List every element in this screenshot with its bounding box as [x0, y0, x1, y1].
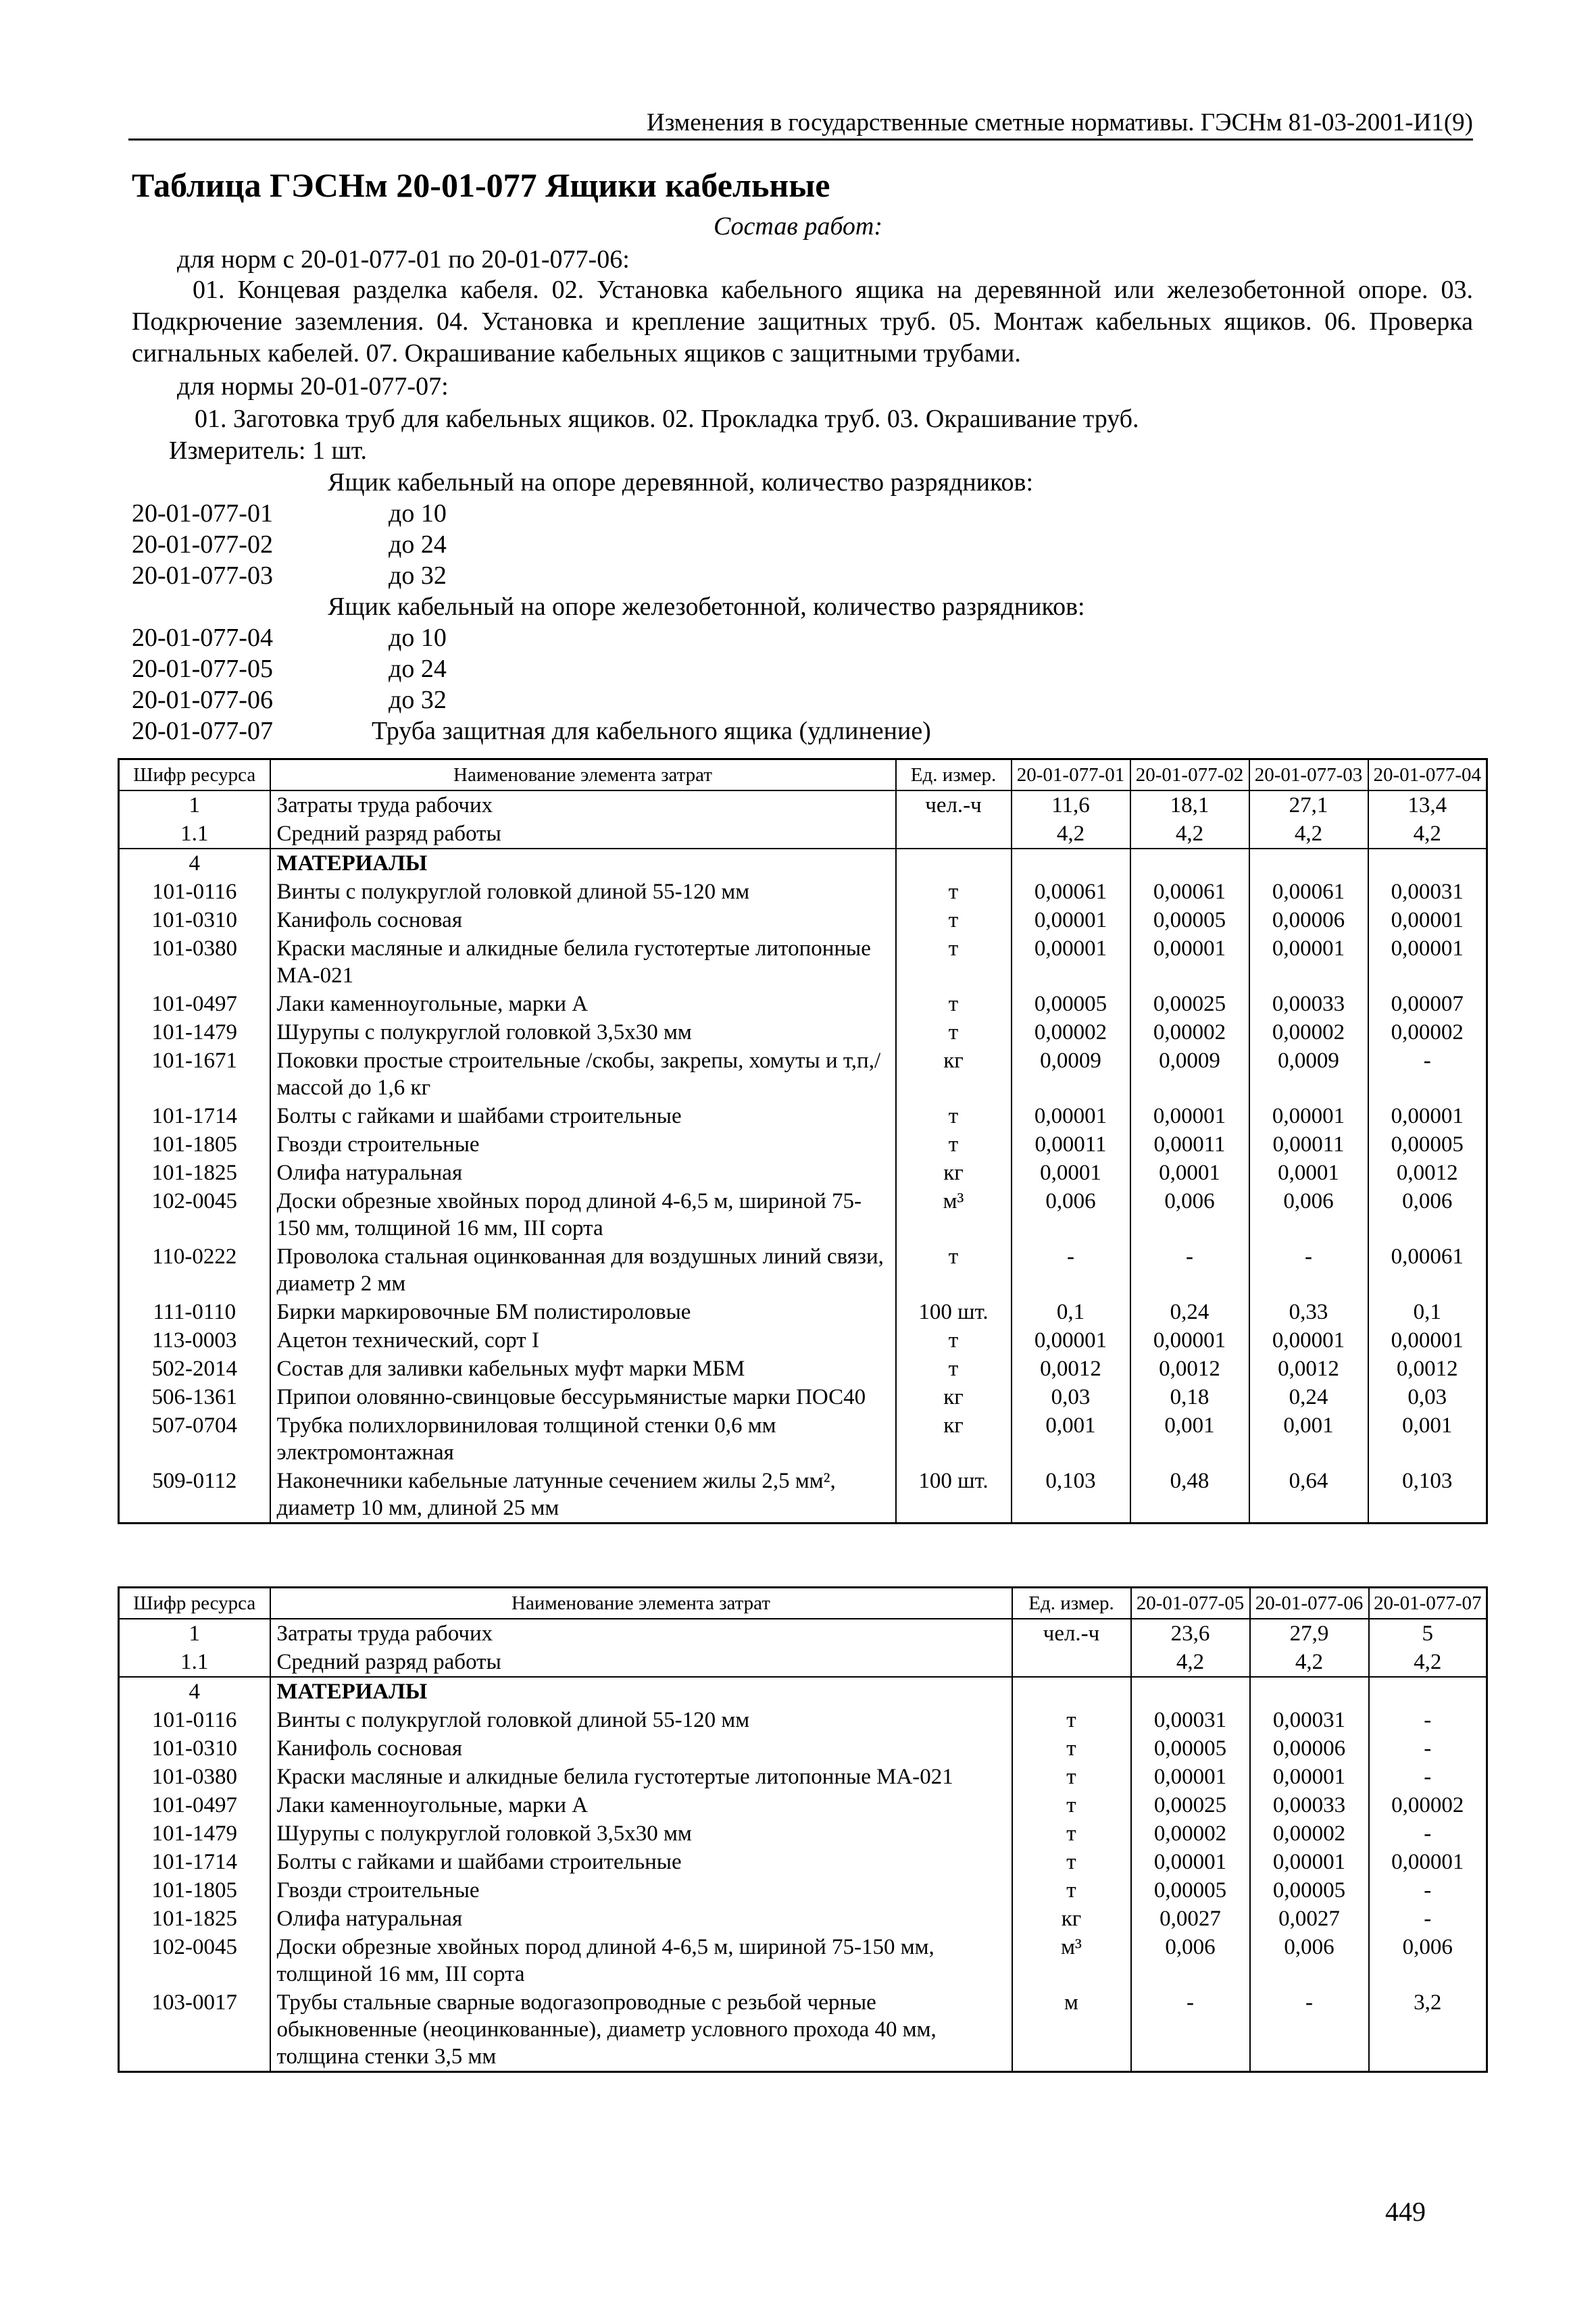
- unit: кг: [896, 1159, 1012, 1187]
- norm-value: [1250, 1677, 1369, 1706]
- table-row: [119, 906, 1487, 934]
- norm-value: [1249, 849, 1368, 878]
- norm-value: 0,00001: [1012, 1326, 1130, 1355]
- table-row: [119, 1326, 1487, 1355]
- norm-value: 0,0027: [1250, 1905, 1369, 1933]
- norm-value: 0,006: [1250, 1933, 1369, 1988]
- unit: т: [896, 990, 1012, 1018]
- norm-code: 20-01-077-03: [132, 561, 273, 590]
- norm-description: Труба защитная для кабельного ящика (удлинение): [372, 717, 931, 745]
- resource-code: 101-0380: [119, 1763, 270, 1791]
- norm-value: 0,00001: [1368, 1326, 1487, 1355]
- element-name: Затраты труда рабочих: [270, 1619, 1012, 1648]
- norm-value: 4,2: [1369, 1648, 1487, 1677]
- norm-value: 0,0027: [1131, 1905, 1250, 1933]
- unit: т: [1012, 1734, 1131, 1763]
- unit: [1012, 1648, 1131, 1677]
- norm-value: 0,00005: [1368, 1130, 1487, 1159]
- norm-value: 0,103: [1012, 1467, 1130, 1524]
- norm-value: 0,00001: [1250, 1763, 1369, 1791]
- unit: т: [1012, 1763, 1131, 1791]
- norm-value: 0,0009: [1130, 1047, 1249, 1102]
- table-row: [119, 1355, 1487, 1383]
- norm-value: 0,00033: [1249, 990, 1368, 1018]
- norm-value: 0,001: [1368, 1411, 1487, 1467]
- norm-value: 0,001: [1249, 1411, 1368, 1467]
- resource-code: 506-1361: [119, 1383, 270, 1411]
- unit: кг: [896, 1047, 1012, 1102]
- norm-value: -: [1369, 1706, 1487, 1734]
- table-row: [119, 1159, 1487, 1187]
- norm-value: -: [1130, 1242, 1249, 1298]
- element-name: Припои оловянно-свинцовые бессурьмянистые марки ПОС40: [270, 1383, 896, 1411]
- norm-value: 0,006: [1131, 1933, 1250, 1988]
- norm-value: 0,00001: [1368, 906, 1487, 934]
- unit: кг: [896, 1411, 1012, 1467]
- norm-value: 4,2: [1368, 820, 1487, 849]
- norm-value: 0,00001: [1368, 934, 1487, 990]
- unit: т: [1012, 1819, 1131, 1848]
- resource-code: 110-0222: [119, 1242, 270, 1298]
- element-name: Шурупы с полукруглой головкой 3,5х30 мм: [270, 1819, 1012, 1848]
- element-name: Средний разряд работы: [270, 820, 896, 849]
- norm-value: 0,00006: [1249, 906, 1368, 934]
- norm-value: 0,00001: [1250, 1848, 1369, 1876]
- norm-description: до 32: [389, 686, 447, 714]
- norm-value: 0,001: [1130, 1411, 1249, 1467]
- norm-value: 0,00031: [1368, 878, 1487, 906]
- norm-value: [1369, 1677, 1487, 1706]
- norm-value: 0,00007: [1368, 990, 1487, 1018]
- table-row: [119, 990, 1487, 1018]
- table-row: [119, 1848, 1487, 1876]
- table-row: [119, 1242, 1487, 1298]
- resource-code: 102-0045: [119, 1187, 270, 1242]
- norm-value: [1131, 1677, 1250, 1706]
- element-name: Трубка полихлорвиниловая толщиной стенки 0,6 мм электромонтажная: [270, 1411, 896, 1467]
- element-name: МАТЕРИАЛЫ: [270, 849, 896, 878]
- table-row: [119, 1988, 1487, 2072]
- element-name: Наконечники кабельные латунные сечением жилы 2,5 мм², диаметр 10 мм, длиной 25 мм: [270, 1467, 896, 1524]
- norm-value: 0,006: [1130, 1187, 1249, 1242]
- norm-value: 4,2: [1130, 820, 1249, 849]
- unit: т: [1012, 1791, 1131, 1819]
- element-name: Лаки каменноугольные, марки А: [270, 990, 896, 1018]
- norms-group2-operations: 01. Заготовка труб для кабельных ящиков. 02. Прокладка труб. 03. Окрашивание труб.: [195, 405, 1139, 433]
- norm-value: 0,00025: [1130, 990, 1249, 1018]
- unit: м³: [896, 1187, 1012, 1242]
- norm-value: 0,0001: [1012, 1159, 1130, 1187]
- table-row: [119, 1047, 1487, 1102]
- element-name: Средний разряд работы: [270, 1648, 1012, 1677]
- resource-code: 101-1479: [119, 1819, 270, 1848]
- resource-code: 101-0310: [119, 906, 270, 934]
- unit: 100 шт.: [896, 1298, 1012, 1326]
- resource-code: 113-0003: [119, 1326, 270, 1355]
- norm-value: -: [1368, 1047, 1487, 1102]
- table-row: [119, 878, 1487, 906]
- norm-value: [1130, 849, 1249, 878]
- unit: т: [896, 1018, 1012, 1047]
- norms-group1-label: для норм с 20-01-077-01 по 20-01-077-06:: [177, 245, 630, 274]
- resource-code: 101-1714: [119, 1848, 270, 1876]
- table-row: [119, 1130, 1487, 1159]
- norm-description: до 24: [389, 655, 447, 683]
- norm-value: 18,1: [1130, 790, 1249, 820]
- norm-description: до 10: [389, 499, 447, 528]
- norm-value: 0,00011: [1012, 1130, 1130, 1159]
- norm-value: 0,00001: [1130, 1102, 1249, 1130]
- norm-value: 3,2: [1369, 1988, 1487, 2072]
- norm-value: 0,0012: [1012, 1355, 1130, 1383]
- table-row: [119, 1619, 1487, 1648]
- resource-code: 1: [119, 790, 270, 820]
- resource-code: 1: [119, 1619, 270, 1648]
- norms-group1-operations: 01. Концевая разделка кабеля. 02. Установка кабельного ящика на деревянной или железобетонной опоре. 03. Подкрючение заземления. 04. Установка и крепление защитных труб. 05. Монтаж кабельных ящиков. 06. Проверка сигнальных кабелей. 07. Окрашивание кабельных ящиков с защитными трубами.: [132, 276, 1473, 368]
- resource-code: 101-0497: [119, 990, 270, 1018]
- element-name: Доски обрезные хвойных пород длиной 4-6,5 м, шириной 75-150 мм, толщиной 16 мм, III сорта: [270, 1187, 896, 1242]
- norm-value: 4,2: [1249, 820, 1368, 849]
- norm-value: 0,0001: [1130, 1159, 1249, 1187]
- norm-code: 20-01-077-02: [132, 530, 273, 559]
- element-name: Болты с гайками и шайбами строительные: [270, 1102, 896, 1130]
- resource-code: 101-1825: [119, 1159, 270, 1187]
- table-row: [119, 1298, 1487, 1326]
- norm-value: 0,006: [1369, 1933, 1487, 1988]
- norm-value: [1012, 849, 1130, 878]
- header-norm-column: 20-01-077-05: [1131, 1588, 1250, 1619]
- norm-value: 0,0012: [1130, 1355, 1249, 1383]
- header-norm-column: 20-01-077-01: [1012, 759, 1130, 791]
- table-row: [119, 1383, 1487, 1411]
- norm-code: 20-01-077-05: [132, 655, 273, 683]
- norm-value: 0,00001: [1369, 1848, 1487, 1876]
- norm-value: 0,00002: [1368, 1018, 1487, 1047]
- norm-value: 0,00025: [1131, 1791, 1250, 1819]
- meter: Измеритель: 1 шт.: [169, 436, 367, 465]
- norm-value: -: [1131, 1988, 1250, 2072]
- unit: т: [896, 1326, 1012, 1355]
- norm-value: 27,1: [1249, 790, 1368, 820]
- norm-value: 0,00001: [1249, 1102, 1368, 1130]
- resource-code: 4: [119, 1677, 270, 1706]
- norm-value: 0,00001: [1012, 1102, 1130, 1130]
- resource-code: 101-1479: [119, 1018, 270, 1047]
- table-title: Таблица ГЭСНм 20-01-077 Ящики кабельные: [132, 166, 830, 204]
- element-name: Винты с полукруглой головкой длиной 55-120 мм: [270, 878, 896, 906]
- norm-value: 27,9: [1250, 1619, 1369, 1648]
- norm-value: 0,00002: [1130, 1018, 1249, 1047]
- unit: м³: [1012, 1933, 1131, 1988]
- resource-code: 101-1671: [119, 1047, 270, 1102]
- header-norm-column: 20-01-077-04: [1368, 759, 1487, 791]
- header-norm-column: 20-01-077-06: [1250, 1588, 1369, 1619]
- table-row: [119, 1677, 1487, 1706]
- norms-heading-concrete: Ящик кабельный на опоре железобетонной, количество разрядников:: [328, 593, 1085, 621]
- norm-value: -: [1369, 1734, 1487, 1763]
- norm-value: 0,103: [1368, 1467, 1487, 1524]
- norm-value: -: [1369, 1819, 1487, 1848]
- norm-value: 0,00061: [1130, 878, 1249, 906]
- norm-value: 0,00002: [1012, 1018, 1130, 1047]
- unit: т: [896, 934, 1012, 990]
- resource-code: 1.1: [119, 820, 270, 849]
- norm-value: 0,006: [1249, 1187, 1368, 1242]
- table-row: [119, 1648, 1487, 1677]
- norm-value: 0,00001: [1131, 1848, 1250, 1876]
- norm-value: 4,2: [1012, 820, 1130, 849]
- unit: т: [896, 1130, 1012, 1159]
- norm-value: 0,00006: [1250, 1734, 1369, 1763]
- table-row: [119, 1791, 1487, 1819]
- norm-value: 0,0012: [1368, 1355, 1487, 1383]
- unit: [896, 820, 1012, 849]
- unit: [1012, 1677, 1131, 1706]
- unit: [896, 849, 1012, 878]
- resource-code: 101-1825: [119, 1905, 270, 1933]
- table-row: [119, 1411, 1487, 1467]
- norm-value: -: [1250, 1988, 1369, 2072]
- table-row: [119, 849, 1487, 878]
- norm-value: 0,00001: [1130, 934, 1249, 990]
- norm-value: 4,2: [1250, 1648, 1369, 1677]
- unit: т: [896, 1355, 1012, 1383]
- resource-code: 101-1714: [119, 1102, 270, 1130]
- norm-value: 0,00002: [1131, 1819, 1250, 1848]
- unit: кг: [1012, 1905, 1131, 1933]
- element-name: Шурупы с полукруглой головкой 3,5х30 мм: [270, 1018, 896, 1047]
- norm-value: 0,00061: [1368, 1242, 1487, 1298]
- header-norm-column: 20-01-077-02: [1130, 759, 1249, 791]
- running-header: Изменения в государственные сметные нормативы. ГЭСНм 81-03-2001-И1(9): [128, 108, 1473, 141]
- element-name: Краски масляные и алкидные белила густотертые литопонные МА-021: [270, 1763, 1012, 1791]
- header-norm-column: 20-01-077-07: [1369, 1588, 1487, 1619]
- norm-value: 0,006: [1368, 1187, 1487, 1242]
- norm-description: до 32: [389, 561, 447, 590]
- norm-value: 0,00031: [1250, 1706, 1369, 1734]
- unit: т: [896, 878, 1012, 906]
- table-row: [119, 790, 1487, 820]
- header-resource-code: Шифр ресурса: [119, 1588, 270, 1619]
- table-row: [119, 1102, 1487, 1130]
- unit: т: [1012, 1876, 1131, 1905]
- norm-value: 0,00005: [1130, 906, 1249, 934]
- element-name: Проволока стальная оцинкованная для воздушных линий связи, диаметр 2 мм: [270, 1242, 896, 1298]
- norm-value: 0,0009: [1249, 1047, 1368, 1102]
- norm-value: 0,00002: [1249, 1018, 1368, 1047]
- norm-value: 0,0012: [1249, 1355, 1368, 1383]
- unit: т: [1012, 1848, 1131, 1876]
- norm-value: 0,00005: [1131, 1734, 1250, 1763]
- norm-code: 20-01-077-04: [132, 624, 273, 652]
- norm-value: 0,1: [1368, 1298, 1487, 1326]
- norm-description: до 10: [389, 624, 447, 652]
- norm-value: 0,00061: [1012, 878, 1130, 906]
- table-row: [119, 1819, 1487, 1848]
- unit: кг: [896, 1383, 1012, 1411]
- element-name: Гвозди строительные: [270, 1130, 896, 1159]
- norm-value: 0,00011: [1249, 1130, 1368, 1159]
- element-name: Доски обрезные хвойных пород длиной 4-6,5 м, шириной 75-150 мм, толщиной 16 мм, III сорта: [270, 1933, 1012, 1988]
- unit: чел.-ч: [896, 790, 1012, 820]
- element-name: Винты с полукруглой головкой длиной 55-120 мм: [270, 1706, 1012, 1734]
- header-resource-code: Шифр ресурса: [119, 759, 270, 791]
- norm-code: 20-01-077-06: [132, 686, 273, 714]
- table-row: [119, 1933, 1487, 1988]
- unit: т: [896, 906, 1012, 934]
- resource-code: 1.1: [119, 1648, 270, 1677]
- norm-value: 0,03: [1012, 1383, 1130, 1411]
- norm-code: 20-01-077-07: [132, 717, 273, 745]
- norms-heading-wood: Ящик кабельный на опоре деревянной, количество разрядников:: [328, 468, 1034, 497]
- cost-table-2: [118, 1586, 1488, 2073]
- norm-value: 0,00005: [1250, 1876, 1369, 1905]
- norm-description: до 24: [389, 530, 447, 559]
- header-unit: Ед. измер.: [896, 759, 1012, 791]
- norm-value: 0,00002: [1369, 1791, 1487, 1819]
- table-row: [119, 1763, 1487, 1791]
- table-header-row: [119, 759, 1487, 791]
- element-name: Лаки каменноугольные, марки А: [270, 1791, 1012, 1819]
- norm-value: 0,00001: [1130, 1326, 1249, 1355]
- element-name: Краски масляные и алкидные белила густотертые литопонные МА-021: [270, 934, 896, 990]
- element-name: Олифа натуральная: [270, 1159, 896, 1187]
- element-name: Бирки маркировочные БМ полистироловые: [270, 1298, 896, 1326]
- norm-value: 0,48: [1130, 1467, 1249, 1524]
- element-name: Поковки простые строительные /скобы, закрепы, хомуты и т,п,/ массой до 1,6 кг: [270, 1047, 896, 1102]
- element-name: Олифа натуральная: [270, 1905, 1012, 1933]
- header-element-name: Наименование элемента затрат: [270, 759, 896, 791]
- resource-code: 101-1805: [119, 1876, 270, 1905]
- norm-value: 0,1: [1012, 1298, 1130, 1326]
- norm-value: 0,00001: [1131, 1763, 1250, 1791]
- table-row: [119, 1905, 1487, 1933]
- norm-value: 0,0009: [1012, 1047, 1130, 1102]
- norm-value: 0,64: [1249, 1467, 1368, 1524]
- norm-value: 0,00005: [1012, 990, 1130, 1018]
- norm-value: -: [1012, 1242, 1130, 1298]
- norm-code: 20-01-077-01: [132, 499, 273, 528]
- norm-value: 0,0012: [1368, 1159, 1487, 1187]
- header-norm-column: 20-01-077-03: [1249, 759, 1368, 791]
- norm-value: 0,00001: [1368, 1102, 1487, 1130]
- element-name: Трубы стальные сварные водогазопроводные с резьбой черные обыкновенные (неоцинкованные), диаметр условного прохода 40 мм, толщина стенки 3,5 мм: [270, 1988, 1012, 2072]
- norm-value: 0,00031: [1131, 1706, 1250, 1734]
- unit: т: [896, 1102, 1012, 1130]
- norm-value: 0,00001: [1012, 906, 1130, 934]
- unit: т: [1012, 1706, 1131, 1734]
- norm-value: 0,001: [1012, 1411, 1130, 1467]
- element-name: Гвозди строительные: [270, 1876, 1012, 1905]
- resource-code: 4: [119, 849, 270, 878]
- norm-value: -: [1369, 1876, 1487, 1905]
- norm-value: 23,6: [1131, 1619, 1250, 1648]
- resource-code: 509-0112: [119, 1467, 270, 1524]
- resource-code: 102-0045: [119, 1933, 270, 1988]
- norm-value: 0,00001: [1249, 934, 1368, 990]
- norm-value: 0,00001: [1012, 934, 1130, 990]
- resource-code: 507-0704: [119, 1411, 270, 1467]
- element-name: Канифоль сосновая: [270, 906, 896, 934]
- table-row: [119, 820, 1487, 849]
- element-name: Болты с гайками и шайбами строительные: [270, 1848, 1012, 1876]
- unit: м: [1012, 1988, 1131, 2072]
- norms-group2-label: для нормы 20-01-077-07:: [177, 372, 449, 401]
- resource-code: 101-0116: [119, 878, 270, 906]
- table-row: [119, 1876, 1487, 1905]
- resource-code: 502-2014: [119, 1355, 270, 1383]
- header-unit: Ед. измер.: [1012, 1588, 1131, 1619]
- page-number: 449: [1385, 2196, 1426, 2227]
- norm-value: 0,00061: [1249, 878, 1368, 906]
- norm-value: 0,00005: [1131, 1876, 1250, 1905]
- norm-value: 0,00011: [1130, 1130, 1249, 1159]
- norm-value: 0,00002: [1250, 1819, 1369, 1848]
- norm-value: 0,0001: [1249, 1159, 1368, 1187]
- element-name: Ацетон технический, сорт I: [270, 1326, 896, 1355]
- resource-code: 103-0017: [119, 1988, 270, 2072]
- element-name: Состав для заливки кабельных муфт марки МБМ: [270, 1355, 896, 1383]
- norm-value: 0,00001: [1249, 1326, 1368, 1355]
- table-row: [119, 1467, 1487, 1524]
- norm-value: 0,24: [1249, 1383, 1368, 1411]
- norm-value: 11,6: [1012, 790, 1130, 820]
- composition-title: Состав работ:: [713, 212, 883, 241]
- table-row: [119, 934, 1487, 990]
- table-row: [119, 1187, 1487, 1242]
- element-name: МАТЕРИАЛЫ: [270, 1677, 1012, 1706]
- resource-code: 111-0110: [119, 1298, 270, 1326]
- norm-value: -: [1249, 1242, 1368, 1298]
- norm-value: 4,2: [1131, 1648, 1250, 1677]
- norm-value: 0,24: [1130, 1298, 1249, 1326]
- norm-value: 0,18: [1130, 1383, 1249, 1411]
- norm-value: 0,03: [1368, 1383, 1487, 1411]
- element-name: Канифоль сосновая: [270, 1734, 1012, 1763]
- resource-code: 101-1805: [119, 1130, 270, 1159]
- resource-code: 101-0116: [119, 1706, 270, 1734]
- norm-value: [1368, 849, 1487, 878]
- table-row: [119, 1018, 1487, 1047]
- resource-code: 101-0310: [119, 1734, 270, 1763]
- resource-code: 101-0380: [119, 934, 270, 990]
- norm-value: 5: [1369, 1619, 1487, 1648]
- unit: 100 шт.: [896, 1467, 1012, 1524]
- resource-code: 101-0497: [119, 1791, 270, 1819]
- norm-value: 0,33: [1249, 1298, 1368, 1326]
- table-row: [119, 1706, 1487, 1734]
- header-element-name: Наименование элемента затрат: [270, 1588, 1012, 1619]
- norm-value: -: [1369, 1905, 1487, 1933]
- norm-value: 0,006: [1012, 1187, 1130, 1242]
- element-name: Затраты труда рабочих: [270, 790, 896, 820]
- norm-value: 0,00033: [1250, 1791, 1369, 1819]
- cost-table-1: [118, 758, 1488, 1524]
- unit: т: [896, 1242, 1012, 1298]
- norm-value: 13,4: [1368, 790, 1487, 820]
- norm-value: -: [1369, 1763, 1487, 1791]
- table-header-row: [119, 1588, 1487, 1619]
- table-row: [119, 1734, 1487, 1763]
- unit: чел.-ч: [1012, 1619, 1131, 1648]
